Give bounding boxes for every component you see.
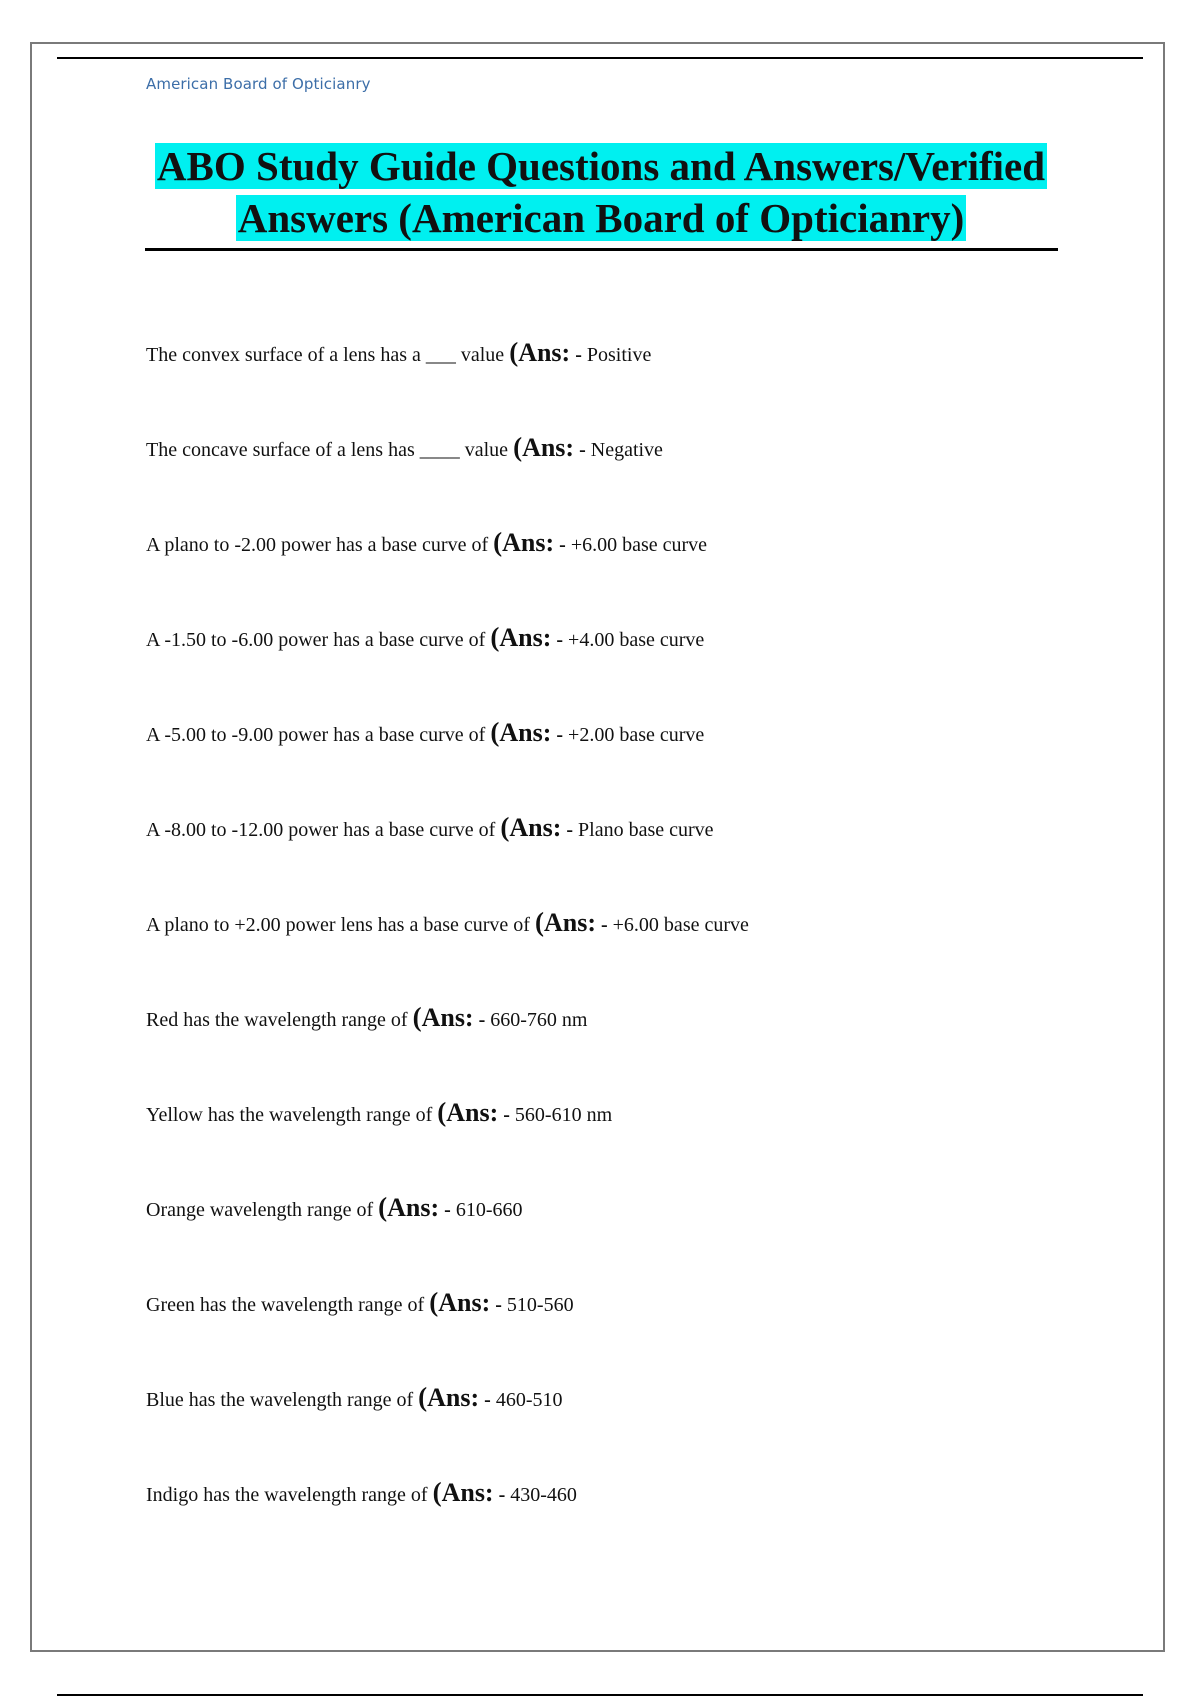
answer-open-paren: ( (493, 527, 503, 557)
answer-marker: Ans: (446, 1098, 499, 1127)
answer-dash: - (478, 1009, 486, 1031)
answer-open-paren: ( (412, 1002, 422, 1032)
document-title (146, 140, 1056, 244)
answer-text: Negative (590, 439, 663, 461)
top-rule (57, 57, 1143, 59)
answer-text: 660-760 nm (490, 1009, 588, 1031)
bottom-rule (57, 1694, 1143, 1696)
answer-dash: - (444, 1199, 451, 1221)
answer-marker: Ans: (522, 433, 575, 462)
answer-marker: Ans: (438, 1288, 491, 1317)
answer-text: 510-560 (506, 1294, 574, 1316)
answer-text: 560-610 nm (514, 1104, 613, 1126)
question-text: Blue has the wavelength range of (146, 1389, 414, 1411)
answer-open-paren: ( (429, 1287, 439, 1317)
answer-dash: - (484, 1389, 491, 1411)
answer-dash: - (600, 914, 608, 936)
answer-label (418, 1383, 479, 1412)
answer-dash: - (575, 344, 582, 366)
answer-marker: Ans: (509, 813, 562, 842)
question-text: Indigo has the wavelength range of (146, 1484, 428, 1506)
question-item (146, 520, 1106, 615)
answer-dash: - (556, 629, 564, 651)
answer-label (433, 1478, 494, 1507)
question-item (146, 330, 1106, 425)
question-item (146, 1470, 1106, 1565)
question-text: The concave surface of a lens has ____ value (146, 439, 509, 461)
answer-label (490, 623, 551, 652)
question-item (146, 1090, 1106, 1185)
answer-text: Plano base curve (578, 819, 714, 841)
answer-marker: Ans: (543, 908, 596, 937)
answer-marker: Ans: (502, 528, 555, 557)
question-text: A plano to -2.00 power has a base curve of (146, 534, 489, 556)
question-item (146, 1185, 1106, 1280)
title-line-2: Answers (American Board of Opticianry) (237, 195, 965, 241)
answer-label (493, 528, 554, 557)
question-item (146, 805, 1106, 900)
answer-open-paren: ( (509, 337, 519, 367)
answer-open-paren: ( (432, 1477, 442, 1507)
question-item (146, 1375, 1106, 1470)
answer-label (429, 1288, 490, 1317)
answer-open-paren: ( (500, 812, 510, 842)
answer-marker: Ans: (421, 1003, 474, 1032)
answer-open-paren: ( (490, 717, 500, 747)
answer-marker: Ans: (499, 623, 552, 652)
answer-marker: Ans: (518, 338, 571, 367)
answer-open-paren: ( (378, 1192, 388, 1222)
running-header: American Board of Opticianry (146, 75, 371, 93)
title-underline (145, 248, 1058, 251)
answer-text: +2.00 base curve (568, 724, 705, 746)
answer-marker: Ans: (441, 1478, 494, 1507)
answer-label (500, 813, 561, 842)
answer-open-paren: ( (437, 1097, 447, 1127)
answer-open-paren: ( (513, 432, 523, 462)
answer-open-paren: ( (418, 1382, 428, 1412)
question-text: A -5.00 to -9.00 power has a base curve of (146, 724, 486, 746)
question-text: Green has the wavelength range of (146, 1294, 425, 1316)
question-item (146, 425, 1106, 520)
question-item (146, 900, 1106, 995)
question-text: Orange wavelength range of (146, 1199, 374, 1221)
answer-marker: Ans: (427, 1383, 480, 1412)
answer-label (413, 1003, 474, 1032)
question-text: A plano to +2.00 power lens has a base curve of (146, 914, 530, 936)
question-text: Yellow has the wavelength range of (146, 1104, 433, 1126)
answer-label (509, 338, 570, 367)
question-list (146, 330, 1106, 1565)
question-item (146, 1280, 1106, 1375)
question-item (146, 710, 1106, 805)
answer-label (535, 908, 596, 937)
question-text: Red has the wavelength range of (146, 1009, 408, 1031)
question-item (146, 615, 1106, 710)
answer-marker: Ans: (387, 1193, 440, 1222)
answer-text: 430-460 (510, 1484, 577, 1506)
answer-label (437, 1098, 498, 1127)
answer-label (513, 433, 574, 462)
answer-text: Positive (586, 344, 652, 366)
answer-dash: - (566, 819, 574, 841)
title-line-1: ABO Study Guide Questions and Answers/Verified (156, 143, 1046, 189)
question-text: A -1.50 to -6.00 power has a base curve of (146, 629, 486, 651)
answer-label (378, 1193, 439, 1222)
answer-label (490, 718, 551, 747)
question-item (146, 995, 1106, 1090)
answer-open-paren: ( (534, 907, 544, 937)
question-text: A -8.00 to -12.00 power has a base curve of (146, 819, 496, 841)
answer-dash: - (556, 724, 564, 746)
answer-dash: - (503, 1104, 510, 1126)
answer-dash: - (579, 439, 586, 461)
answer-dash: - (495, 1294, 502, 1316)
answer-text: 610-660 (455, 1199, 523, 1221)
question-text: The convex surface of a lens has a ___ value (146, 344, 505, 366)
answer-text: 460-510 (495, 1389, 563, 1411)
answer-marker: Ans: (499, 718, 552, 747)
answer-dash: - (498, 1484, 506, 1506)
answer-text: +6.00 base curve (570, 534, 708, 556)
answer-text: +6.00 base curve (612, 914, 749, 936)
answer-dash: - (559, 534, 566, 556)
answer-open-paren: ( (490, 622, 500, 652)
answer-text: +4.00 base curve (568, 629, 705, 651)
